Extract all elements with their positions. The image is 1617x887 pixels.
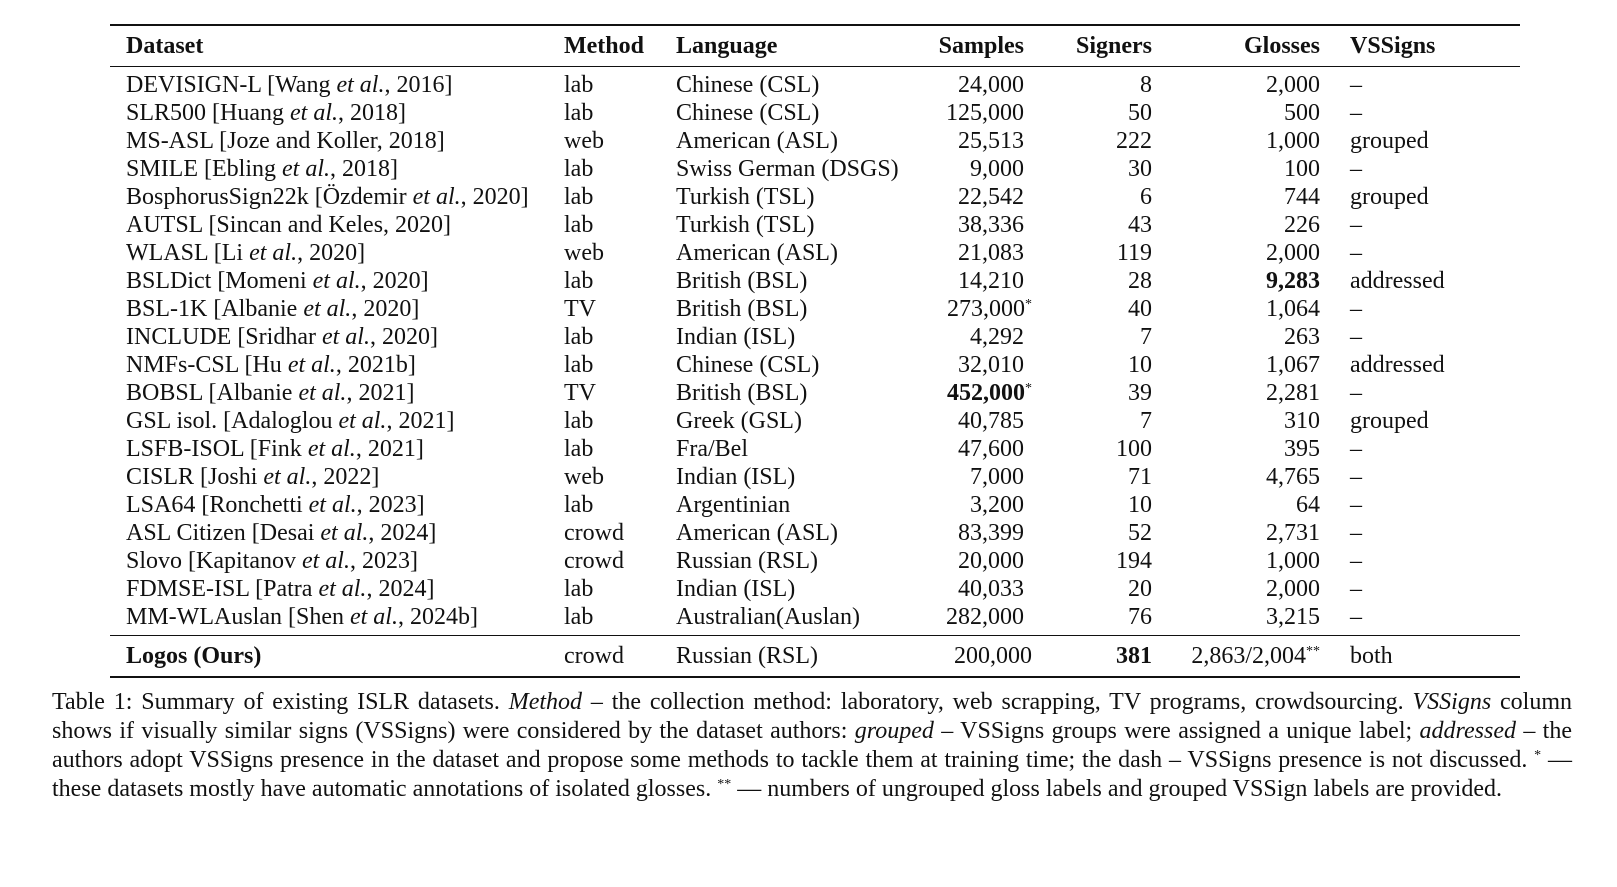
vssigns-cell: –	[1350, 436, 1362, 462]
dataset-cell	[110, 575, 564, 603]
method-cell: TV	[564, 296, 596, 322]
samples-cell	[912, 211, 1032, 239]
samples-value: 3,200	[970, 492, 1024, 518]
signers-cell: 7	[1140, 408, 1152, 434]
vssigns-cell: –	[1350, 72, 1362, 98]
header-samples: Samples	[912, 25, 1032, 67]
language-cell: Greek (GSL)	[676, 408, 802, 434]
vssigns-cell: addressed	[1350, 352, 1445, 378]
dataset-year: , 2021]	[346, 380, 415, 406]
samples-value: 14,210	[958, 268, 1024, 294]
dataset-etal: et al.	[321, 324, 370, 350]
caption-footnote-mark: **	[717, 777, 732, 792]
samples-value: 452,000	[947, 380, 1025, 406]
samples-value: 32,010	[958, 352, 1024, 378]
signers-cell: 20	[1128, 576, 1152, 602]
ours-vssigns: both	[1320, 636, 1520, 678]
samples-cell	[912, 267, 1032, 295]
dataset-cell	[110, 99, 564, 127]
dataset-year: , 2020]	[297, 240, 366, 266]
method-cell: lab	[564, 72, 594, 98]
dataset-year: , 2021]	[386, 408, 455, 434]
table-row	[110, 603, 1520, 636]
samples-cell	[912, 67, 1032, 100]
dataset-cell	[110, 67, 564, 100]
dataset-cell	[110, 183, 564, 211]
language-cell: Russian (RSL)	[676, 548, 819, 574]
samples-cell	[912, 463, 1032, 491]
ours-dataset: Logos (Ours)	[110, 636, 564, 678]
method-cell: TV	[564, 380, 596, 406]
vssigns-cell: –	[1350, 324, 1362, 350]
dataset-etal: et al.	[412, 184, 461, 210]
dataset-cell	[110, 491, 564, 519]
dataset-year: , 2020]	[369, 324, 438, 350]
dataset-year: , 2024]	[368, 520, 437, 546]
dataset-etal: et al.	[318, 576, 367, 602]
samples-value: 25,513	[958, 128, 1024, 154]
dataset-year: , 2020]	[360, 268, 429, 294]
vssigns-cell: –	[1350, 156, 1362, 182]
dataset-name: BosphorusSign22k [Özdemir	[126, 184, 413, 210]
caption-footnote-mark: *	[1534, 748, 1542, 763]
datasets-table-container	[110, 24, 1520, 678]
dataset-name: WLASL [Li	[126, 240, 250, 266]
dataset-etal: et al.	[320, 520, 369, 546]
samples-cell	[912, 547, 1032, 575]
dataset-cell	[110, 127, 564, 155]
samples-cell	[912, 127, 1032, 155]
language-cell: Australian(Auslan)	[676, 604, 860, 630]
samples-cell	[912, 379, 1032, 407]
table-row	[110, 295, 1520, 323]
glosses-cell: 1,064	[1266, 296, 1320, 322]
dataset-etal: et al.	[290, 100, 338, 126]
signers-cell: 71	[1128, 464, 1152, 490]
dataset-year: , 2021]	[355, 436, 424, 462]
glosses-cell: 500	[1284, 100, 1320, 126]
caption-text: – the collection method: laboratory, web scrapping, TV programs, crowdsourcing.	[582, 689, 1413, 715]
samples-value: 40,033	[958, 576, 1024, 602]
vssigns-cell: –	[1350, 100, 1362, 126]
signers-cell: 10	[1128, 352, 1152, 378]
samples-cell	[912, 407, 1032, 435]
signers-cell: 76	[1128, 604, 1152, 630]
vssigns-cell: –	[1350, 604, 1362, 630]
method-cell: lab	[564, 576, 594, 602]
header-signers: Signers	[1032, 25, 1152, 67]
dataset-etal: et al.	[301, 548, 350, 574]
table-row	[110, 575, 1520, 603]
signers-cell: 6	[1140, 184, 1152, 210]
caption-text: column shows if visually similar signs (VSSigns) were considered by the dataset authors:	[52, 689, 1572, 744]
glosses-cell: 100	[1284, 156, 1320, 182]
caption-text: — numbers of ungrouped gloss labels and grouped VSSign labels are provided.	[731, 776, 1502, 802]
dataset-name: CISLR [Joshi	[126, 464, 264, 490]
table-row	[110, 183, 1520, 211]
vssigns-cell: grouped	[1350, 184, 1429, 210]
dataset-name: MM-WLAuslan [Shen	[126, 604, 350, 630]
dataset-name: BOBSL [Albanie	[126, 380, 299, 406]
ours-method: crowd	[564, 636, 676, 678]
caption-term-grouped: grouped	[854, 718, 934, 744]
dataset-name: INCLUDE [Sridhar	[126, 324, 322, 350]
samples-cell	[912, 295, 1032, 323]
ours-signers: 381	[1032, 636, 1152, 678]
table-row	[110, 435, 1520, 463]
header-vssigns: VSSigns	[1320, 25, 1520, 67]
dataset-etal: et al.	[312, 268, 361, 294]
samples-value: 7,000	[970, 464, 1024, 490]
language-cell: Turkish (TSL)	[676, 212, 815, 238]
glosses-cell: 226	[1284, 212, 1320, 238]
signers-cell: 39	[1128, 380, 1152, 406]
samples-footnote-mark: *	[1025, 381, 1032, 396]
dataset-name: FDMSE-ISL [Patra	[126, 576, 319, 602]
glosses-cell: 310	[1284, 408, 1320, 434]
language-cell: Fra/Bel	[676, 436, 748, 462]
header-method: Method	[564, 25, 676, 67]
ours-samples: 200,000	[912, 636, 1032, 678]
dataset-cell	[110, 155, 564, 183]
method-cell: lab	[564, 492, 594, 518]
table-row	[110, 547, 1520, 575]
header-dataset: Dataset	[110, 25, 564, 67]
dataset-name: SMILE [Ebling	[126, 156, 282, 182]
dataset-etal: et al.	[298, 380, 347, 406]
caption-term-addressed: addressed	[1419, 718, 1516, 744]
dataset-cell	[110, 267, 564, 295]
vssigns-cell: addressed	[1350, 268, 1445, 294]
vssigns-cell: –	[1350, 212, 1362, 238]
language-cell: Chinese (CSL)	[676, 352, 820, 378]
dataset-name: NMFs-CSL [Hu	[126, 352, 288, 378]
dataset-cell	[110, 379, 564, 407]
samples-value: 9,000	[970, 156, 1024, 182]
dataset-name: BSL-1K [Albanie	[126, 296, 304, 322]
signers-cell: 28	[1128, 268, 1152, 294]
dataset-etal: et al.	[338, 408, 387, 434]
dataset-cell	[110, 519, 564, 547]
method-cell: web	[564, 128, 604, 154]
table-row	[110, 351, 1520, 379]
dataset-name: DEVISIGN-L [Wang	[126, 72, 337, 98]
dataset-year: , 2023]	[349, 548, 418, 574]
signers-cell: 194	[1116, 548, 1152, 574]
ours-row	[110, 636, 1520, 678]
language-cell: American (ASL)	[676, 240, 838, 266]
signers-cell: 222	[1116, 128, 1152, 154]
ours-glosses-value: 2,863/2,004	[1191, 643, 1306, 669]
dataset-year: , 2023]	[356, 492, 425, 518]
samples-cell	[912, 351, 1032, 379]
glosses-cell: 1,000	[1266, 128, 1320, 154]
dataset-year: , 2024]	[366, 576, 435, 602]
vssigns-cell: –	[1350, 492, 1362, 518]
dataset-cell	[110, 435, 564, 463]
caption-term-method: Method	[508, 689, 583, 715]
signers-cell: 7	[1140, 324, 1152, 350]
method-cell: lab	[564, 352, 594, 378]
vssigns-cell: grouped	[1350, 128, 1429, 154]
dataset-year: , 2020]	[351, 296, 420, 322]
method-cell: web	[564, 240, 604, 266]
table-row	[110, 127, 1520, 155]
table-row	[110, 99, 1520, 127]
method-cell: lab	[564, 184, 594, 210]
samples-value: 20,000	[958, 548, 1024, 574]
samples-cell	[912, 155, 1032, 183]
samples-value: 4,292	[970, 324, 1024, 350]
caption-text: – the authors adopt VSSigns presence in the dataset and propose some methods to tackle them at training time; the dash – VSSigns presence is not discussed.	[52, 718, 1572, 773]
glosses-cell: 64	[1296, 492, 1320, 518]
samples-cell	[912, 603, 1032, 636]
dataset-etal: et al.	[287, 352, 336, 378]
table-row	[110, 519, 1520, 547]
signers-cell: 10	[1128, 492, 1152, 518]
vssigns-cell: –	[1350, 520, 1362, 546]
dataset-cell	[110, 211, 564, 239]
samples-cell	[912, 239, 1032, 267]
dataset-name: LSA64 [Ronchetti	[126, 492, 309, 518]
language-cell: British (BSL)	[676, 296, 808, 322]
table-caption	[52, 688, 1572, 804]
table-row	[110, 407, 1520, 435]
datasets-table	[110, 24, 1520, 678]
table-row	[110, 155, 1520, 183]
dataset-name: GSL isol. [Adaloglou	[126, 408, 339, 434]
samples-cell	[912, 323, 1032, 351]
samples-value: 273,000	[947, 296, 1025, 322]
samples-cell	[912, 99, 1032, 127]
method-cell: lab	[564, 408, 594, 434]
language-cell: Indian (ISL)	[676, 324, 796, 350]
signers-cell: 119	[1116, 240, 1152, 266]
method-cell: lab	[564, 324, 594, 350]
dataset-etal: et al.	[308, 492, 357, 518]
dataset-year: , 2018]	[338, 100, 406, 126]
caption-term-vssigns: VSSigns	[1412, 689, 1492, 715]
glosses-cell: 2,000	[1266, 72, 1320, 98]
samples-cell	[912, 519, 1032, 547]
dataset-name: LSFB-ISOL [Fink	[126, 436, 308, 462]
glosses-cell: 9,283	[1266, 268, 1320, 294]
dataset-etal: et al.	[336, 72, 385, 98]
vssigns-cell: –	[1350, 240, 1362, 266]
dataset-etal: et al.	[282, 156, 330, 182]
table-row	[110, 239, 1520, 267]
table-row	[110, 267, 1520, 295]
samples-cell	[912, 183, 1032, 211]
method-cell: lab	[564, 212, 594, 238]
language-cell: Chinese (CSL)	[676, 100, 820, 126]
glosses-cell: 2,731	[1266, 520, 1320, 546]
language-cell: Indian (ISL)	[676, 464, 796, 490]
samples-cell	[912, 491, 1032, 519]
ours-language: Russian (RSL)	[676, 636, 912, 678]
dataset-etal: et al.	[303, 296, 352, 322]
table-row	[110, 67, 1520, 100]
signers-cell: 40	[1128, 296, 1152, 322]
samples-value: 38,336	[958, 212, 1024, 238]
dataset-cell	[110, 239, 564, 267]
method-cell: crowd	[564, 520, 624, 546]
glosses-cell: 4,765	[1266, 464, 1320, 490]
table-row	[110, 463, 1520, 491]
table-row	[110, 379, 1520, 407]
dataset-year: , 2021b]	[335, 352, 416, 378]
dataset-cell	[110, 407, 564, 435]
dataset-year: , 2020]	[460, 184, 529, 210]
samples-footnote-mark: *	[1025, 297, 1032, 312]
signers-cell: 100	[1116, 436, 1152, 462]
signers-cell: 52	[1128, 520, 1152, 546]
header-language: Language	[676, 25, 912, 67]
table-row	[110, 323, 1520, 351]
vssigns-cell: –	[1350, 548, 1362, 574]
language-cell: Turkish (TSL)	[676, 184, 815, 210]
samples-cell	[912, 575, 1032, 603]
dataset-cell	[110, 295, 564, 323]
dataset-etal: et al.	[349, 604, 398, 630]
glosses-cell: 1,067	[1266, 352, 1320, 378]
method-cell: crowd	[564, 548, 624, 574]
vssigns-cell: –	[1350, 464, 1362, 490]
samples-value: 125,000	[946, 100, 1024, 126]
caption-text: – VSSigns groups were assigned a unique label;	[933, 718, 1420, 744]
vssigns-cell: –	[1350, 380, 1362, 406]
method-cell: lab	[564, 156, 594, 182]
dataset-cell	[110, 603, 564, 636]
dataset-year: , 2018]	[330, 156, 398, 182]
dataset-name: ASL Citizen [Desai	[126, 520, 321, 546]
glosses-cell: 2,000	[1266, 240, 1320, 266]
dataset-etal: et al.	[307, 436, 356, 462]
dataset-name: BSLDict [Momeni	[126, 268, 313, 294]
caption-text: — these datasets mostly have automatic annotations of isolated glosses.	[52, 747, 1572, 802]
dataset-name: AUTSL [Sincan and Keles, 2020]	[126, 212, 452, 238]
language-cell: American (ASL)	[676, 520, 838, 546]
samples-cell	[912, 435, 1032, 463]
glosses-cell: 2,000	[1266, 576, 1320, 602]
samples-value: 83,399	[958, 520, 1024, 546]
method-cell: lab	[564, 436, 594, 462]
signers-cell: 8	[1140, 72, 1152, 98]
samples-value: 22,542	[958, 184, 1024, 210]
method-cell: web	[564, 464, 604, 490]
dataset-cell	[110, 323, 564, 351]
header-row	[110, 25, 1520, 67]
dataset-name: Slovo [Kapitanov	[126, 548, 302, 574]
language-cell: Chinese (CSL)	[676, 72, 820, 98]
signers-cell: 43	[1128, 212, 1152, 238]
dataset-etal: et al.	[263, 464, 312, 490]
signers-cell: 30	[1128, 156, 1152, 182]
language-cell: Argentinian	[676, 492, 791, 518]
language-cell: British (BSL)	[676, 380, 808, 406]
samples-value: 47,600	[958, 436, 1024, 462]
samples-value: 21,083	[958, 240, 1024, 266]
dataset-etal: et al.	[249, 240, 298, 266]
caption-text: Table 1: Summary of existing ISLR datasets.	[52, 689, 509, 715]
dataset-year: , 2016]	[384, 72, 453, 98]
dataset-name: SLR500 [Huang	[126, 100, 290, 126]
language-cell: British (BSL)	[676, 268, 808, 294]
glosses-cell: 2,281	[1266, 380, 1320, 406]
ours-glosses-footnote-mark: **	[1306, 644, 1320, 659]
vssigns-cell: –	[1350, 296, 1362, 322]
glosses-cell: 1,000	[1266, 548, 1320, 574]
vssigns-cell: grouped	[1350, 408, 1429, 434]
samples-value: 40,785	[958, 408, 1024, 434]
dataset-name: MS-ASL [Joze and Koller, 2018]	[126, 128, 445, 154]
samples-value: 282,000	[946, 604, 1024, 630]
method-cell: lab	[564, 268, 594, 294]
method-cell: lab	[564, 100, 594, 126]
glosses-cell: 744	[1284, 184, 1320, 210]
glosses-cell: 395	[1284, 436, 1320, 462]
dataset-cell	[110, 547, 564, 575]
table-row	[110, 211, 1520, 239]
glosses-cell: 263	[1284, 324, 1320, 350]
dataset-year: , 2024b]	[397, 604, 478, 630]
dataset-cell	[110, 463, 564, 491]
method-cell: lab	[564, 604, 594, 630]
signers-cell: 50	[1128, 100, 1152, 126]
samples-value: 24,000	[958, 72, 1024, 98]
header-glosses: Glosses	[1152, 25, 1320, 67]
language-cell: American (ASL)	[676, 128, 838, 154]
dataset-year: , 2022]	[311, 464, 380, 490]
ours-glosses	[1152, 636, 1320, 678]
vssigns-cell: –	[1350, 576, 1362, 602]
table-row	[110, 491, 1520, 519]
dataset-cell	[110, 351, 564, 379]
language-cell: Swiss German (DSGS)	[676, 156, 899, 182]
language-cell: Indian (ISL)	[676, 576, 796, 602]
glosses-cell: 3,215	[1266, 604, 1320, 630]
